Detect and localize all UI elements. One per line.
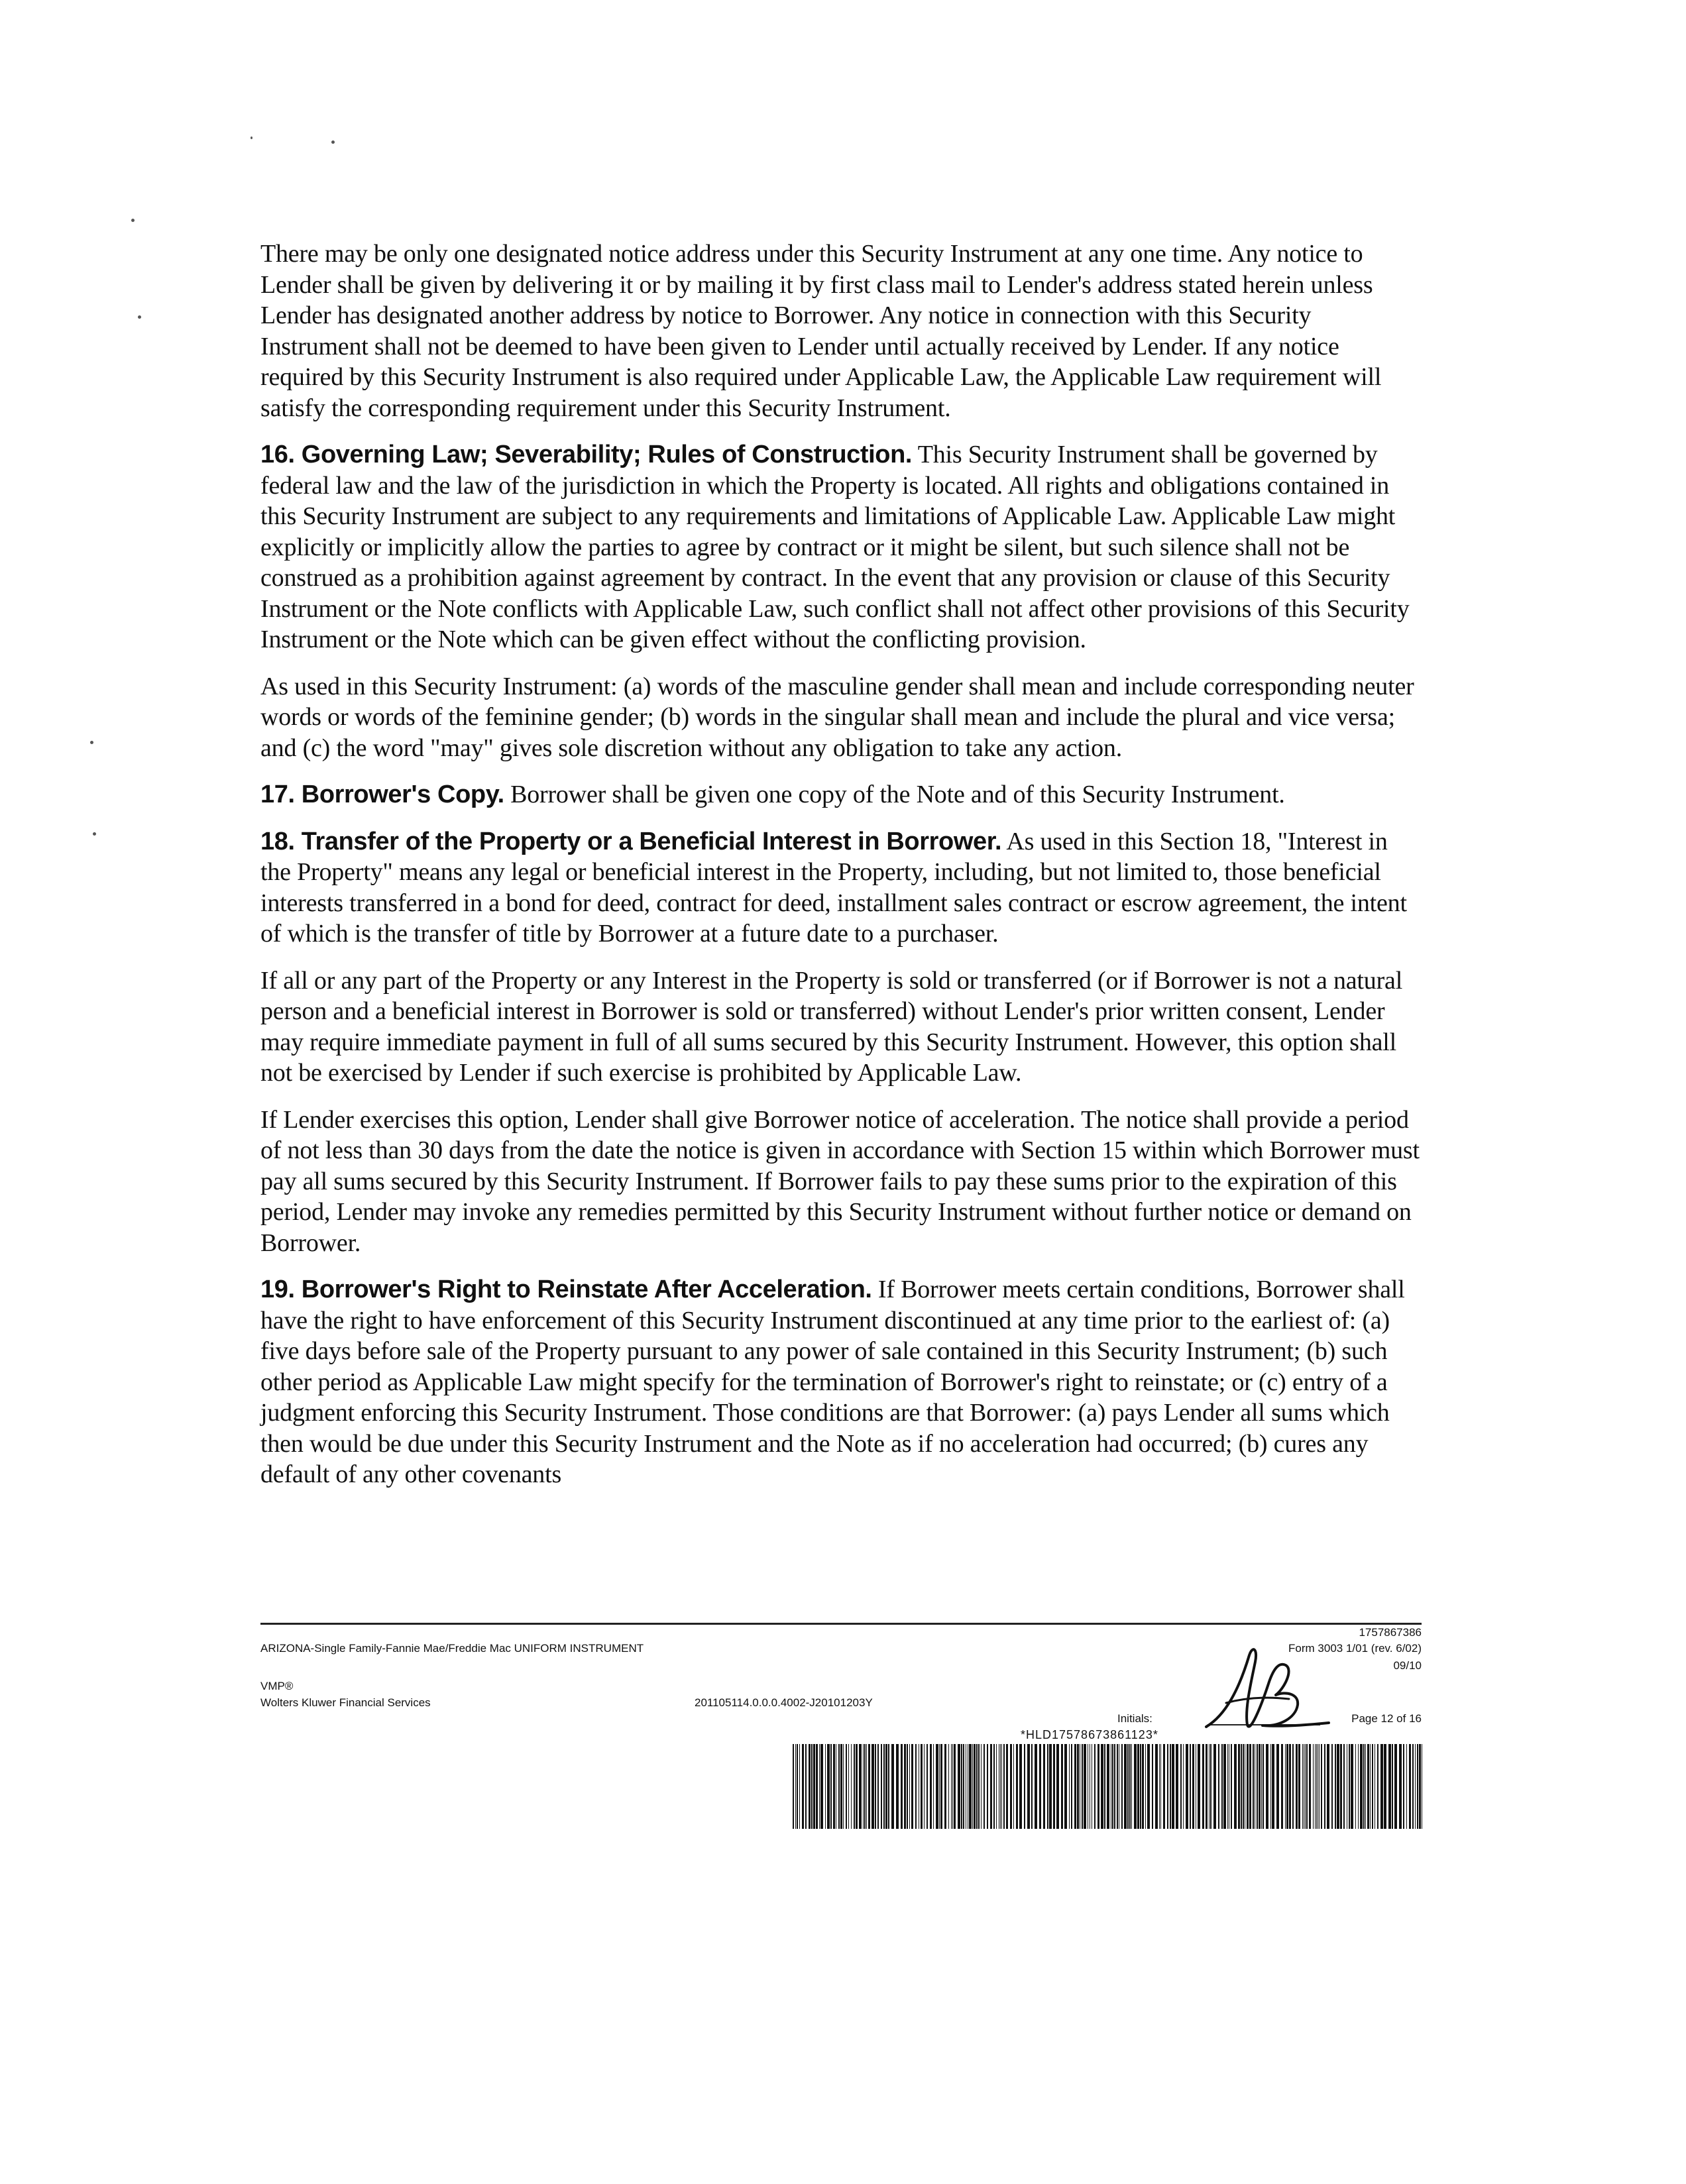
barcode-bar <box>883 1744 885 1829</box>
barcode-bar <box>1321 1744 1322 1829</box>
barcode <box>793 1744 1422 1829</box>
barcode-bar <box>1324 1744 1325 1829</box>
barcode-bar <box>1343 1744 1345 1829</box>
barcode-bar <box>1170 1744 1171 1829</box>
barcode-bar <box>1276 1744 1279 1829</box>
barcode-bar <box>854 1744 855 1829</box>
barcode-bar <box>1077 1744 1079 1829</box>
barcode-bar <box>1134 1744 1137 1829</box>
barcode-bar <box>868 1744 870 1829</box>
barcode-bar <box>996 1744 997 1829</box>
barcode-bar <box>1127 1744 1129 1829</box>
barcode-bar <box>1056 1744 1059 1829</box>
barcode-bar <box>1370 1744 1371 1829</box>
form-date: 09/10 <box>1393 1659 1422 1672</box>
barcode-bar <box>1285 1744 1286 1829</box>
paragraph-section-19 <box>260 1274 1422 1490</box>
barcode-bar <box>1176 1744 1178 1829</box>
barcode-bar <box>851 1744 852 1829</box>
barcode-bar <box>1257 1744 1258 1829</box>
barcode-bar <box>944 1744 946 1829</box>
barcode-bar <box>1372 1744 1373 1829</box>
barcode-bar <box>1394 1744 1397 1829</box>
barcode-bar <box>819 1744 820 1829</box>
barcode-bar <box>963 1744 964 1829</box>
paragraph-text: If Lender exercises this option, Lender shall give Borrower notice of acceleration. The notice shall provide a period of not less than 30 days from the date the notice is given in accordance with Section 15 within which Borrower must pay all sums secured by this Security Instrument. If Borrower fails to pay these sums prior to the expiration of this period, Lender may invoke any remedies permitted by this Security Instrument without further notice or demand on Borrower. <box>260 1105 1420 1257</box>
paragraph-text: This Security Instrument shall be governed by federal law and the law of the jurisdiction in which the Property is located. All rights and obligations contained in this Security Instrument are subject to any requirements and limitations of Applicable Law. Applicable Law might explicitly or implicitly allow the parties to agree by contract or it might be silent, but such silence shall not be construed as a prohibition against agreement by contract. In the event that any provision or clause of this Security Instrument or the Note conflicts with Applicable Law, such conflict shall not affect other provisions of this Security Instrument or the Note which can be given effect without the conflicting provision. <box>260 441 1410 653</box>
barcode-bar <box>1000 1744 1001 1829</box>
paragraph-text: Borrower shall be given one copy of the Note and of this Security Instrument. <box>504 781 1285 808</box>
barcode-bar <box>840 1744 842 1829</box>
barcode-bar <box>1027 1744 1030 1829</box>
barcode-bar <box>1047 1744 1048 1829</box>
barcode-bar <box>1140 1744 1141 1829</box>
barcode-bar <box>809 1744 811 1829</box>
barcode-bar <box>805 1744 807 1829</box>
barcode-bar <box>871 1744 874 1829</box>
barcode-bar <box>904 1744 906 1829</box>
paragraph-section-16 <box>260 439 1422 655</box>
barcode-bar <box>952 1744 953 1829</box>
barcode-bar <box>1365 1744 1366 1829</box>
barcode-bar <box>958 1744 960 1829</box>
barcode-bar <box>1003 1744 1005 1829</box>
barcode-bar <box>961 1744 962 1829</box>
barcode-bar <box>838 1744 840 1829</box>
barcode-bar <box>833 1744 835 1829</box>
barcode-bar <box>866 1744 867 1829</box>
barcode-bar <box>896 1744 899 1829</box>
barcode-bar <box>1206 1744 1208 1829</box>
barcode-bar <box>909 1744 910 1829</box>
barcode-bar <box>1210 1744 1211 1829</box>
barcode-bar <box>1167 1744 1168 1829</box>
barcode-bar <box>1192 1744 1194 1829</box>
barcode-bar <box>921 1744 923 1829</box>
barcode-bar <box>978 1744 980 1829</box>
barcode-bar <box>863 1744 864 1829</box>
barcode-bar <box>976 1744 978 1829</box>
barcode-bar <box>1223 1744 1226 1829</box>
section-16-heading: 16. Governing Law; Severability; Rules of Construction. <box>260 441 913 468</box>
barcode-bar <box>795 1744 796 1829</box>
barcode-bar <box>1380 1744 1383 1829</box>
barcode-bar <box>888 1744 889 1829</box>
barcode-bar <box>1306 1744 1308 1829</box>
barcode-bar <box>927 1744 928 1829</box>
page-number: Page 12 of 16 <box>1351 1712 1422 1725</box>
barcode-bar <box>1243 1744 1244 1829</box>
paragraph-section-17 <box>260 779 1422 810</box>
barcode-bar <box>856 1744 858 1829</box>
barcode-bar <box>1121 1744 1123 1829</box>
paragraph-text: As used in this Section 18, "Interest in the Property" means any legal or beneficial interest in the Property, including, but not limited to, those beneficial interests transferred in a bond for deed, contract for deed, installment sales contract or escrow agreement, the intent of which is the transfer of title by Borrower at a future date to a purchaser. <box>260 827 1407 948</box>
barcode-bar <box>1298 1744 1300 1829</box>
barcode-bar <box>1234 1744 1237 1829</box>
barcode-bar <box>1131 1744 1132 1829</box>
barcode-bar <box>1114 1744 1115 1829</box>
barcode-bar <box>1147 1744 1150 1829</box>
paragraph-text: If all or any part of the Property or any Interest in the Property is sold or transferred (or if Borrower is not a natural person and a beneficial interest in Borrower is sold or transferred) without Lender's prior written consent, Lender may require immediate payment in full of all sums secured by this Security Instrument. However, this option shall not be exercised by Lender if such exercise is prohibited by Applicable Law. <box>260 966 1403 1087</box>
barcode-bar <box>1247 1744 1249 1829</box>
barcode-bar <box>1313 1744 1314 1829</box>
paragraph-transfer-consent <box>260 965 1422 1089</box>
barcode-bar <box>1019 1744 1022 1829</box>
barcode-bar <box>827 1744 830 1829</box>
barcode-bar <box>864 1744 866 1829</box>
barcode-bar <box>1392 1744 1393 1829</box>
barcode-bar <box>1263 1744 1264 1829</box>
barcode-bar <box>1261 1744 1262 1829</box>
barcode-bar <box>846 1744 847 1829</box>
barcode-bar <box>885 1744 887 1829</box>
barcode-bar <box>1094 1744 1096 1829</box>
section-17-heading: 17. Borrower's Copy. <box>260 781 504 808</box>
document-body <box>260 239 1422 1506</box>
barcode-bar <box>1367 1744 1369 1829</box>
barcode-bar <box>799 1744 800 1829</box>
barcode-bar <box>830 1744 832 1829</box>
barcode-bar <box>1101 1744 1103 1829</box>
barcode-bar <box>1315 1744 1316 1829</box>
barcode-bar <box>1399 1744 1402 1829</box>
barcode-bar <box>881 1744 882 1829</box>
barcode-bar <box>1112 1744 1113 1829</box>
barcode-bar <box>797 1744 798 1829</box>
barcode-bar <box>813 1744 815 1829</box>
barcode-bar <box>802 1744 804 1829</box>
barcode-bar <box>793 1744 794 1829</box>
barcode-bar <box>1238 1744 1240 1829</box>
barcode-bar <box>1415 1744 1416 1829</box>
barcode-bar <box>1006 1744 1008 1829</box>
barcode-bar <box>1360 1744 1363 1829</box>
paragraph-acceleration-notice <box>260 1105 1422 1259</box>
barcode-bar <box>1074 1744 1076 1829</box>
barcode-bar <box>1309 1744 1311 1829</box>
barcode-bar <box>1013 1744 1014 1829</box>
barcode-bar <box>939 1744 940 1829</box>
barcode-bar <box>1296 1744 1298 1829</box>
barcode-bar <box>1289 1744 1291 1829</box>
barcode-bar <box>1129 1744 1131 1829</box>
barcode-bar <box>969 1744 972 1829</box>
barcode-bar <box>1388 1744 1391 1829</box>
barcode-text: *HLD17578673861123* <box>1021 1728 1158 1741</box>
barcode-bar <box>1337 1744 1339 1829</box>
barcode-bar <box>1163 1744 1165 1829</box>
barcode-bar <box>990 1744 992 1829</box>
barcode-bar <box>1010 1744 1012 1829</box>
barcode-bar <box>987 1744 988 1829</box>
document-code: 201105114.0.0.0.4002-J20101203Y <box>695 1696 873 1709</box>
barcode-bar <box>1327 1744 1329 1829</box>
barcode-bar <box>1137 1744 1139 1829</box>
barcode-bar <box>1069 1744 1070 1829</box>
barcode-bar <box>1384 1744 1386 1829</box>
barcode-bar <box>1049 1744 1052 1829</box>
barcode-bar <box>1061 1744 1063 1829</box>
paragraph-notice-address <box>260 239 1422 423</box>
barcode-bar <box>1145 1744 1146 1829</box>
barcode-bar <box>1104 1744 1105 1829</box>
barcode-bar <box>933 1744 934 1829</box>
barcode-bar <box>1202 1744 1204 1829</box>
barcode-bar <box>1107 1744 1109 1829</box>
barcode-bar <box>1221 1744 1223 1829</box>
barcode-bar <box>1266 1744 1268 1829</box>
barcode-bar <box>891 1744 894 1829</box>
barcode-bar <box>1124 1744 1127 1829</box>
barcode-bar <box>1064 1744 1067 1829</box>
barcode-bar <box>811 1744 813 1829</box>
barcode-bar <box>954 1744 956 1829</box>
barcode-bar <box>1272 1744 1274 1829</box>
barcode-bar <box>1241 1744 1242 1829</box>
barcode-bar <box>1082 1744 1083 1829</box>
barcode-bar <box>1349 1744 1350 1829</box>
barcode-bar <box>1155 1744 1158 1829</box>
barcode-bar <box>1249 1744 1251 1829</box>
paragraph-text: There may be only one designated notice address under this Security Instrument at any one time. Any notice to Lender shall be given by delivering it or by mailing it by first class mail to Lender's address stated herein unless Lender has designated another address by notice to Borrower. Any notice in connection with this Security Instrument shall not be deemed to have been given to Lender until actually received by Lender. If any notice required by this Security Instrument is also required under Applicable Law, the Applicable Law requirement will satisfy the corresponding requirement under this Security Instrument. <box>260 240 1382 422</box>
barcode-bar <box>843 1744 844 1829</box>
barcode-bar <box>1351 1744 1353 1829</box>
barcode-bar <box>1403 1744 1404 1829</box>
barcode-bar <box>1035 1744 1037 1829</box>
barcode-bar <box>1190 1744 1191 1829</box>
barcode-bar <box>1183 1744 1184 1829</box>
section-18-heading: 18. Transfer of the Property or a Beneficial Interest in Borrower. <box>260 827 1002 855</box>
barcode-bar <box>948 1744 949 1829</box>
barcode-bar <box>1227 1744 1228 1829</box>
barcode-bar <box>1001 1744 1002 1829</box>
vmp-label: VMP® <box>260 1680 294 1692</box>
barcode-bar <box>984 1744 985 1829</box>
barcode-bar <box>1406 1744 1407 1829</box>
barcode-bar <box>1043 1744 1045 1829</box>
barcode-bar <box>1417 1744 1418 1829</box>
initials-signature <box>1186 1642 1339 1741</box>
barcode-bar <box>1305 1744 1306 1829</box>
barcode-bar <box>1355 1744 1356 1829</box>
barcode-bar <box>901 1744 903 1829</box>
barcode-bar <box>1097 1744 1099 1829</box>
barcode-bar <box>1253 1744 1254 1829</box>
barcode-bar <box>936 1744 938 1829</box>
barcode-bar <box>951 1744 952 1829</box>
barcode-bar <box>816 1744 818 1829</box>
barcode-bar <box>1186 1744 1188 1829</box>
barcode-bar <box>974 1744 976 1829</box>
barcode-bar <box>1363 1744 1365 1829</box>
barcode-bar <box>848 1744 849 1829</box>
barcode-bar <box>1159 1744 1160 1829</box>
barcode-bar <box>877 1744 879 1829</box>
barcode-bar <box>924 1744 925 1829</box>
barcode-bar <box>911 1744 913 1829</box>
initials-label: Initials: <box>1117 1712 1152 1725</box>
barcode-bar <box>1039 1744 1041 1829</box>
barcode-bar <box>1270 1744 1271 1829</box>
barcode-bar <box>940 1744 942 1829</box>
barcode-bar <box>875 1744 876 1829</box>
barcode-bar <box>930 1744 932 1829</box>
paragraph-text: If Borrower meets certain conditions, Borrower shall have the right to have enforcement of this Security Instrument discontinued at any time prior to the earliest of: (a) five days before sale of the Property pursuant to any power of sale contained in this Security Instrument; (b) such other period as Applicable Law might specify for the termination of Borrower's right to reinstate; or (c) entry of a judgment enforcing this Security Instrument. Those conditions are that Borrower: (a) pays Lender all sums which then would be due under this Security Instrument and the Note as if no acceleration had occurred; (b) cures any default of any other covenants <box>260 1276 1405 1488</box>
barcode-bar <box>972 1744 973 1829</box>
barcode-bar <box>1016 1744 1018 1829</box>
barcode-bar <box>1319 1744 1320 1829</box>
barcode-bar <box>915 1744 917 1829</box>
barcode-bar <box>1198 1744 1200 1829</box>
barcode-bar <box>1117 1744 1118 1829</box>
barcode-bar <box>1180 1744 1182 1829</box>
barcode-bar <box>825 1744 826 1829</box>
barcode-bar <box>1231 1744 1232 1829</box>
section-19-heading: 19. Borrower's Right to Reinstate After Acceleration. <box>260 1276 872 1303</box>
paragraph-section-18 <box>260 826 1422 950</box>
form-number: Form 3003 1/01 (rev. 6/02) <box>1288 1642 1422 1655</box>
barcode-bar <box>1024 1744 1025 1829</box>
barcode-bar <box>1160 1744 1161 1829</box>
barcode-bar <box>1281 1744 1283 1829</box>
publisher-name: Wolters Kluwer Financial Services <box>260 1696 431 1709</box>
barcode-bar <box>1292 1744 1294 1829</box>
barcode-bar <box>1142 1744 1144 1829</box>
barcode-bar <box>1084 1744 1086 1829</box>
barcode-bar <box>859 1744 862 1829</box>
barcode-bar <box>1031 1744 1033 1829</box>
barcode-bar <box>1213 1744 1216 1829</box>
barcode-bar <box>1172 1744 1174 1829</box>
barcode-bar <box>1335 1744 1336 1829</box>
barcode-bar <box>1316 1744 1317 1829</box>
barcode-bar <box>981 1744 982 1829</box>
barcode-bar <box>1331 1744 1333 1829</box>
instrument-title: ARIZONA-Single Family-Fannie Mae/Freddie Mac UNIFORM INSTRUMENT <box>260 1642 644 1655</box>
barcode-bar <box>1412 1744 1414 1829</box>
barcode-bar <box>1419 1744 1421 1829</box>
barcode-bar <box>1152 1744 1153 1829</box>
barcode-bar <box>1358 1744 1359 1829</box>
paragraph-text: As used in this Security Instrument: (a) words of the masculine gender shall mean and include corresponding neuter words or words of the feminine gender; (b) words in the singular shall mean and include the plural and vice versa; and (c) the word "may" gives sole discretion without any obligation to take any action. <box>260 672 1414 762</box>
footer-divider <box>260 1623 1422 1625</box>
paragraph-construction <box>260 671 1422 764</box>
barcode-bar <box>1302 1744 1303 1829</box>
barcode-bar <box>1286 1744 1288 1829</box>
barcode-bar <box>1071 1744 1072 1829</box>
barcode-bar <box>907 1744 908 1829</box>
barcode-bar <box>1218 1744 1219 1829</box>
barcode-bar <box>1259 1744 1261 1829</box>
loan-number: 1757867386 <box>1359 1626 1422 1639</box>
barcode-bar <box>1409 1744 1411 1829</box>
barcode-bar <box>1377 1744 1378 1829</box>
barcode-bar <box>820 1744 823 1829</box>
barcode-bar <box>993 1744 995 1829</box>
barcode-bar <box>1053 1744 1055 1829</box>
barcode-bar <box>1340 1744 1342 1829</box>
